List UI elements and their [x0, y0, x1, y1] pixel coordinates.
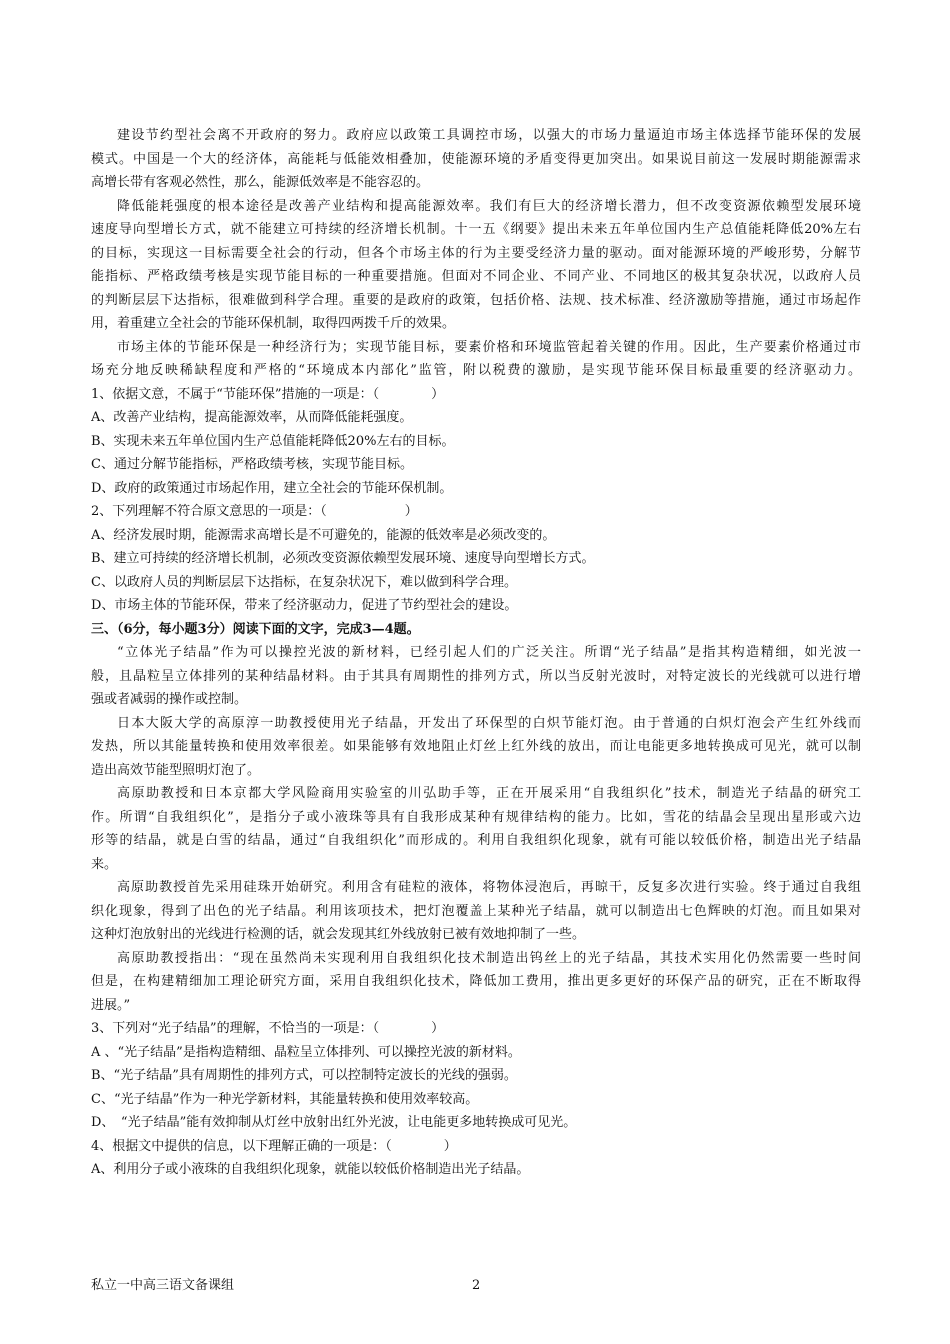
text-line: 降低能耗强度的根本途径是改善产业结构和提高能源效率。我们有巨大的经济增长潜力，但不改变资源依赖型发展环境 — [117, 198, 861, 214]
text-line: 场充分地反映稀缺程度和严格的“环境成本内部化”监管，附以税费的激励，是实现节能环保目标最重要的经济驱动力。 — [91, 363, 861, 378]
text-line: D、市场主体的节能环保，带来了经济驱动力，促进了节约型社会的建设。 — [91, 598, 518, 613]
text-line: D、政府的政策通过市场起作用，建立全社会的节能环保机制。 — [91, 480, 453, 496]
text-line: 模式。中国是一个大的经济体，高能耗与低能效相叠加，使能源环境的矛盾变得更加突出。如果说目前这一发展时期能源需求 — [91, 151, 861, 167]
text-line: 形等的结晶，就是白雪的结晶，通过“自我组织化”而形成的。利用自我组织化现象，就有可能以较低价格，制造出光子结晶 — [91, 833, 861, 848]
text-line: A、经济发展时期，能源需求高增长是不可避免的，能源的低效率是必须改变的。 — [91, 527, 556, 543]
text-line: 建设节约型社会离不开政府的努力。政府应以政策工具调控市场，以强大的市场力量逼迫市场主体选择节能环保的发展 — [117, 128, 861, 143]
text-line: 用，着重建立全社会的节能环保机制，取得四两拨千斤的效果。 — [91, 316, 456, 331]
text-line: 高增长带有客观必然性，那么，能源低效率是不能容忍的。 — [91, 175, 430, 190]
text-line: D、 “光子结晶”能有效抑制从灯丝中放射出红外光波，让电能更多地转换成可见光。 — [91, 1115, 577, 1130]
text-line: 这种灯泡放射出的光线进行检测的话，就会发现其红外线放射已被有效地抑制了一些。 — [91, 927, 586, 942]
section-heading: 三、（6分，每小题3分）阅读下面的文字，完成3—4题。 — [91, 621, 420, 637]
text-line: A、利用分子或小液珠的自我组织化现象，就能以较低价格制造出光子结晶。 — [91, 1162, 530, 1177]
page-number: 2 — [472, 1278, 481, 1293]
text-line: B、建立可持续的经济增长机制，必须改变资源依赖型发展环境、速度导向型增长方式。 — [91, 551, 595, 566]
text-line: 高原助教授首先采用硅珠开始研究。利用含有硅粒的液体，将物体浸泡后，再晾干，反复多次进行实验。终于通过自我组 — [117, 880, 861, 895]
text-line: 发热，所以其能量转换和使用效率很差。如果能够有效地阻止灯丝上红外线的放出，而让电能更多地转换成可见光，就可以制 — [91, 739, 861, 754]
text-line: C、“光子结晶”作为一种光学新材料，其能量转换和使用效率较高。 — [91, 1091, 479, 1107]
text-line: 1、依据文意，不属于“节能环保”措施的一项是：（ ） — [91, 386, 445, 402]
text-line: 造出高效节能型照明灯泡了。 — [91, 762, 261, 778]
text-line: 但是，在构建精细加工理论研究方面，采用自我组织化技术，降低加工费用，推出更多更好的环保产品的研究，正在不断取得 — [91, 974, 861, 989]
text-line: 2、下列理解不符合原文意思的一项是：（ ） — [91, 504, 418, 519]
text-line: 市场主体的节能环保是一种经济行为；实现节能目标，要素价格和环境监管起着关键的作用。因此，生产要素价格通过市 — [117, 339, 861, 355]
text-line: 速度导向型增长方式，就不能建立可持续的经济增长机制。十一五《纲要》提出未来五年单位国内生产总值能耗降低20%左右 — [91, 222, 861, 237]
text-line: 作。所谓“自我组织化”，是指分子或小液珠等具有自我形成某种有规律结构的能力。比如，雪花的结晶会呈现出星形或六边 — [91, 809, 861, 825]
text-line: 4、根据文中提供的信息，以下理解正确的一项是：（ ） — [91, 1138, 457, 1154]
text-line: 高原助教授和日本京都大学风险商用实验室的川弘助手等，正在开展采用“自我组织化”技术，制造光子结晶的研究工 — [117, 786, 861, 801]
text-line: 的目标，实现这一目标需要全社会的行动，但各个市场主体的行为主要受经济力量的驱动。面对能源环境的严峻形势，分解节 — [91, 245, 861, 261]
text-line: 的判断层层下达指标，很难做到科学合理。重要的是政府的政策，包括价格、法规、技术标准、经济激励等措施，通过市场起作 — [91, 292, 861, 308]
text-line: A、改善产业结构，提高能源效率，从而降低能耗强度。 — [91, 410, 413, 425]
text-line: 强或者减弱的操作或控制。 — [91, 692, 248, 707]
text-line: B、实现未来五年单位国内生产总值能耗降低20%左右的目标。 — [91, 433, 455, 449]
text-line: C、以政府人员的判断层层下达指标，在复杂状况下，难以做到科学合理。 — [91, 574, 517, 590]
footer-group-name: 私立一中高三语文备课组 — [91, 1278, 235, 1293]
text-line: 来。 — [91, 856, 118, 872]
text-line: “立体光子结晶”作为可以操控光波的新材料，已经引起人们的广泛关注。所谓“光子结晶”是指其构造精细，如光波一 — [117, 645, 861, 660]
document-body — [91, 124, 861, 1182]
text-line: 进展。” — [91, 997, 131, 1013]
text-line: C、通过分解节能指标，严格政绩考核，实现节能目标。 — [91, 457, 413, 472]
text-line: 般，且晶粒呈立体排列的某种结晶材料。由于其具有周期性的排列方式，所以当反射光波时，对特定波长的光线就可以进行增 — [91, 668, 861, 684]
text-line: 3、下列对“光子结晶”的理解，不恰当的一项是：（ ） — [91, 1021, 445, 1036]
text-line: 织化现象，得到了出色的光子结晶。利用该项技术，把灯泡覆盖上某种光子结晶，就可以制造出七色辉映的灯泡。而且如果对 — [91, 903, 861, 919]
text-line: B、“光子结晶”具有周期性的排列方式，可以控制特定波长的光线的强弱。 — [91, 1068, 517, 1083]
text-line: A 、“光子结晶”是指构造精细、晶粒呈立体排列、可以操控光波的新材料。 — [91, 1044, 521, 1060]
text-line: 能指标、严格政绩考核是实现节能目标的一种重要措施。但面对不同企业、不同产业、不同地区的极其复杂状况，以政府人员 — [91, 269, 861, 284]
text-line: 高原助教授指出：“现在虽然尚未实现利用自我组织化技术制造出钨丝上的光子结晶，其技术实用化仍然需要一些时间 — [117, 950, 861, 966]
text-line: 日本大阪大学的高原淳一助教授使用光子结晶，开发出了环保型的白炽节能灯泡。由于普通的白炽灯泡会产生红外线而 — [117, 715, 861, 731]
